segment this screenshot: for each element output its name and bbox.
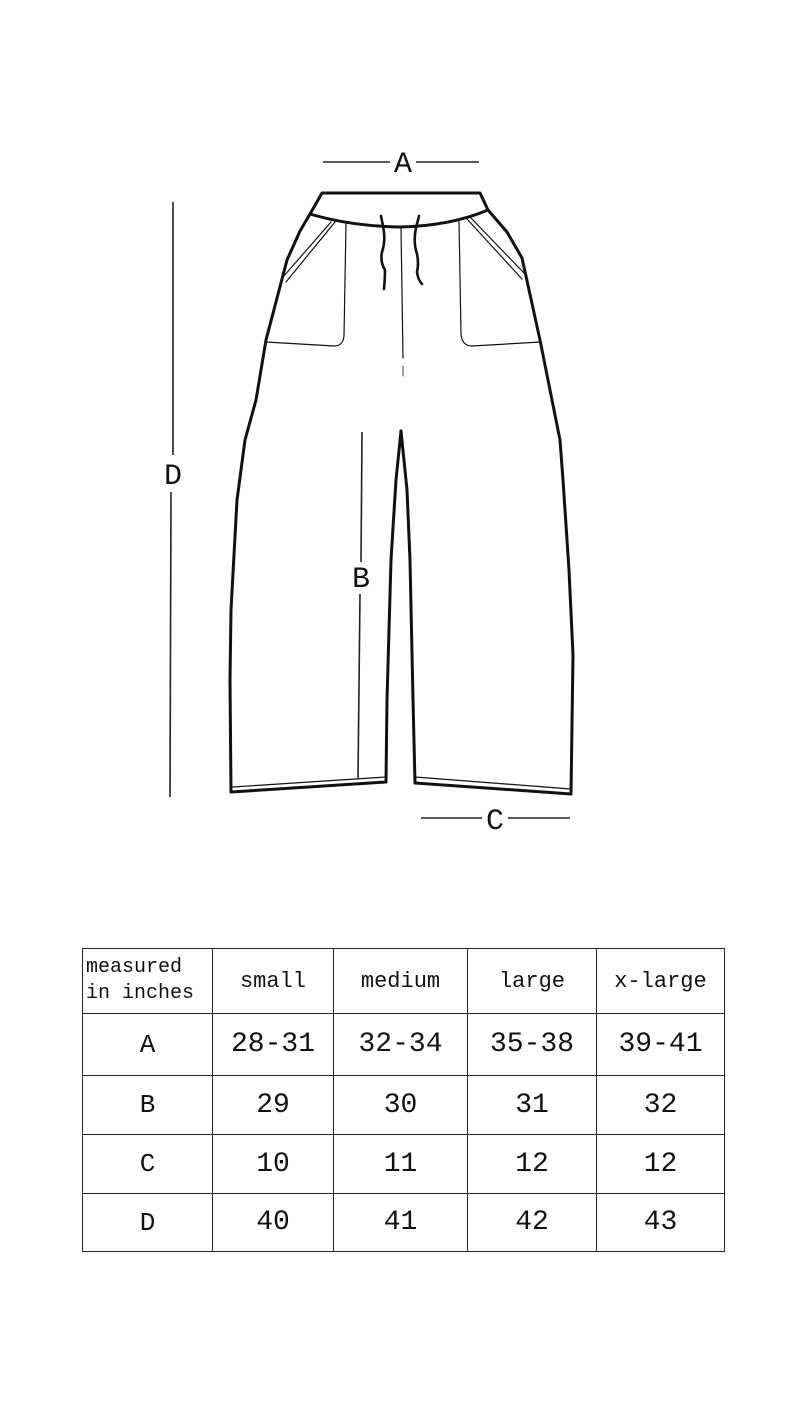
table-cell: 29: [213, 1076, 334, 1135]
measure-b: [352, 432, 370, 779]
table-cell: 12: [597, 1135, 725, 1194]
table-cell: 11: [334, 1135, 468, 1194]
table-cell: 42: [468, 1194, 597, 1252]
table-row-b: [83, 1076, 725, 1135]
size-chart-table: [82, 948, 725, 1252]
corner-line-1: measured: [86, 956, 183, 979]
table-cell: 43: [597, 1194, 725, 1252]
table-row-c: [83, 1135, 725, 1194]
size-header-small: small: [213, 949, 334, 1014]
table-cell: 39-41: [597, 1014, 725, 1076]
table-cell: 41: [334, 1194, 468, 1252]
label-c: C: [485, 805, 505, 839]
table-cell: 31: [468, 1076, 597, 1135]
label-d: D: [163, 460, 183, 494]
table-cell: 35-38: [468, 1014, 597, 1076]
measure-a: [323, 148, 479, 182]
table-cell: 32-34: [334, 1014, 468, 1076]
measure-d: [164, 202, 182, 797]
row-label: B: [83, 1076, 213, 1135]
table-cell: 12: [468, 1135, 597, 1194]
table-cell: 32: [597, 1076, 725, 1135]
size-header-large: large: [468, 949, 597, 1014]
table-cell: 30: [334, 1076, 468, 1135]
measure-c: [421, 805, 570, 839]
label-a: A: [393, 148, 413, 182]
pants-outline: [230, 193, 573, 794]
size-header-x-large: x-large: [597, 949, 725, 1014]
row-label: A: [83, 1014, 213, 1076]
row-label: C: [83, 1135, 213, 1194]
table-cell: 40: [213, 1194, 334, 1252]
label-b: B: [351, 563, 371, 597]
size-header-medium: medium: [334, 949, 468, 1014]
table-cell: 10: [213, 1135, 334, 1194]
table-header-row: [83, 949, 725, 1014]
table-cell: 28-31: [213, 1014, 334, 1076]
table-row-d: [83, 1194, 725, 1252]
row-label: D: [83, 1194, 213, 1252]
corner-line-2: in inches: [86, 982, 195, 1005]
table-corner-cell: [83, 949, 213, 1014]
table-row-a: [83, 1014, 725, 1076]
